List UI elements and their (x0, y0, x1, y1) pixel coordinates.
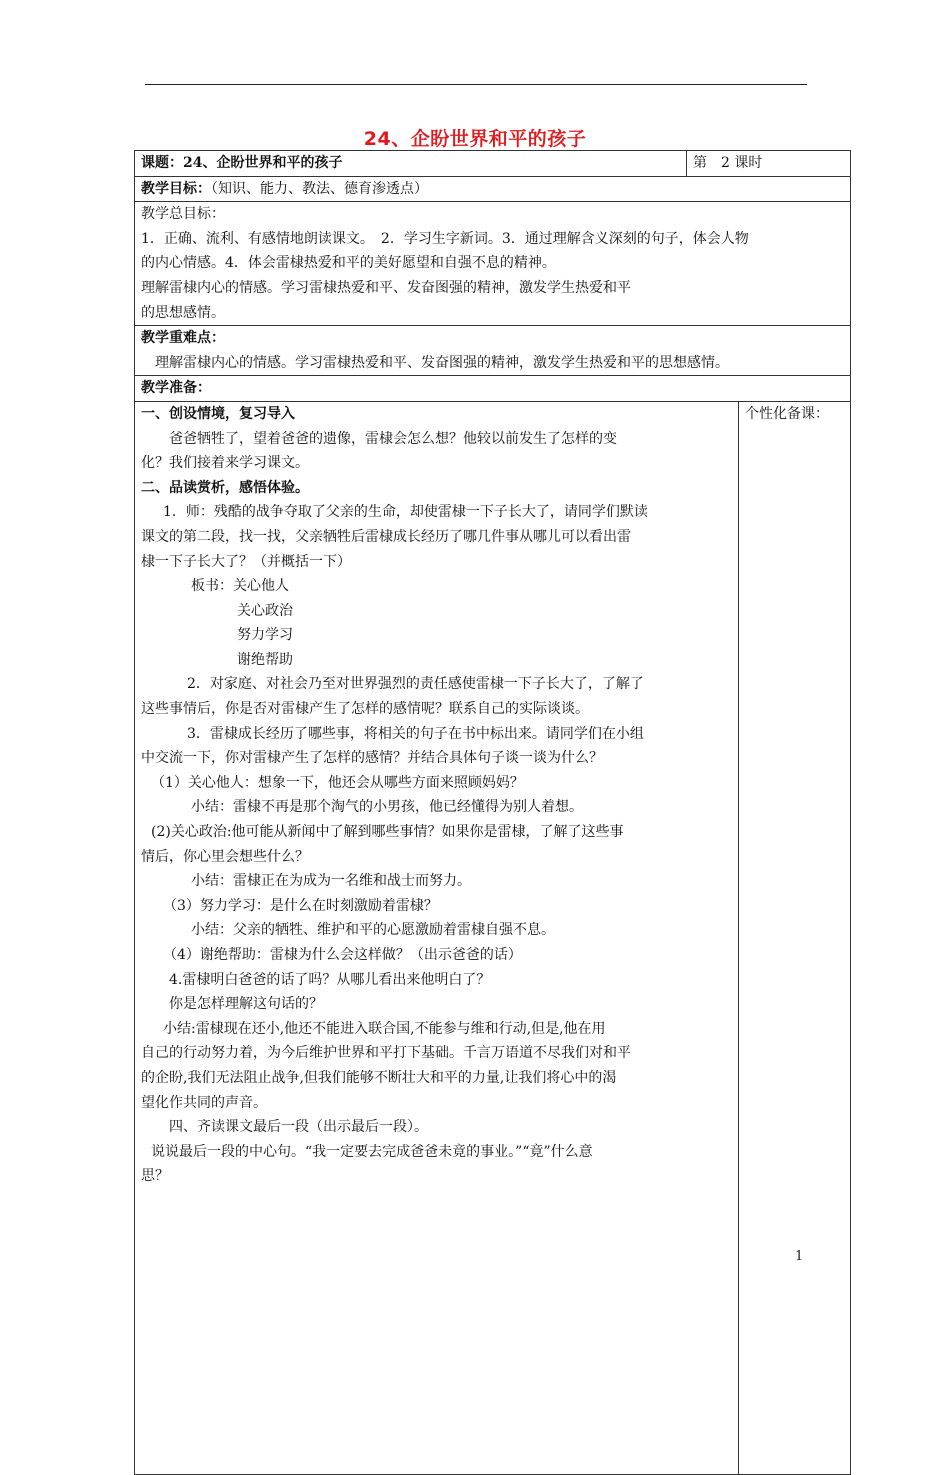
difficulty-cell (135, 326, 851, 376)
goals-header-note: （知识、能力、教法、德育渗透点） (211, 180, 428, 197)
content-line: 课文的第二段，找一找，父亲牺牲后雷棣成长经历了哪几件事从哪儿可以看出雷 (141, 528, 631, 545)
section-1-title: 一、创设情境，复习导入 (141, 405, 295, 422)
lesson-title-cell: 课题：24、企盼世界和平的孩子 (135, 151, 687, 177)
goals-line: 的思想感情。 (141, 304, 225, 321)
summary-line: 小结：父亲的牺牲、维护和平的心愿激励着雷棣自强不息。 (191, 922, 555, 939)
summary-line: 小结：雷棣不再是那个淘气的小男孩，他已经懂得为别人着想。 (191, 799, 583, 816)
board-item: 板书：关心他人 (191, 578, 289, 595)
content-line: 爸爸牺牲了，望着爸爸的遗像，雷棣会怎么想？他较以前发生了怎样的变 (169, 430, 617, 447)
content-line: 思？ (141, 1168, 169, 1185)
goals-header-label: 教学目标： (141, 180, 211, 197)
prep-header-cell: 教学准备： (135, 376, 851, 402)
summary-line: 小结:雷棣现在还小,他还不能进入联合国,不能参与维和行动,但是,他在用 (163, 1020, 606, 1037)
content-line: 望化作共同的声音。 (141, 1094, 267, 1111)
content-line: 情后，你心里会想些什么？ (141, 848, 309, 865)
content-line: 中交流一下，你对雷棣产生了怎样的感情？并结合具体句子谈一谈为什么？ (141, 750, 603, 767)
prep-row (135, 376, 851, 402)
personal-notes-label: 个性化备课： (745, 405, 829, 422)
content-cell (135, 401, 739, 1474)
goals-row (135, 202, 851, 326)
content-line: 3．雷棣成长经历了哪些事，将相关的句子在书中标出来。请同学们在小组 (187, 725, 644, 742)
section-2-title: 二、品读赏析，感悟体验。 (141, 479, 309, 496)
content-line: 2．对家庭、对社会乃至对世界强烈的责任感使雷棣一下子长大了，了解了 (187, 676, 644, 693)
content-line: 说说最后一段的中心句。“我一定要去完成爸爸未竟的事业。”“竟”什么意 (151, 1143, 593, 1160)
lesson-plan-table (134, 150, 851, 1475)
summary-line: 小结：雷棣正在为成为一名维和战士而努力。 (191, 873, 471, 890)
goals-cell (135, 202, 851, 326)
goals-line: 的内心情感。4．体会雷棣热爱和平的美好愿望和自强不息的精神。 (141, 255, 556, 272)
content-line: 化？我们接着来学习课文。 (141, 455, 309, 472)
difficulty-row (135, 326, 851, 376)
goals-line: 教学总目标： (141, 206, 225, 223)
content-line: 的企盼,我们无法阻止战争,但我们能够不断壮大和平的力量,让我们将心中的渴 (141, 1069, 617, 1086)
header-rule (145, 84, 807, 85)
content-line: 你是怎样理解这句话的？ (169, 996, 323, 1013)
page-number: 1 (795, 1249, 804, 1264)
content-line: (2)关心政治:他可能从新闻中了解到哪些事情？如果你是雷棣，了解了这些事 (151, 824, 624, 841)
board-item: 关心政治 (237, 602, 293, 619)
content-line: （3）努力学习：是什么在时刻激励着雷棣？ (163, 897, 438, 914)
section-4-title: 四、齐读课文最后一段（出示最后一段）。 (169, 1119, 428, 1136)
content-row (135, 401, 851, 1474)
board-item: 努力学习 (237, 627, 293, 644)
document-title: 24、企盼世界和平的孩子 (363, 128, 587, 150)
content-line: 棣一下子长大了？（并概括一下） (141, 553, 351, 570)
personal-notes-cell (739, 401, 851, 1474)
content-line: 1．师：残酷的战争夺取了父亲的生命，却使雷棣一下子长大了，请同学们默读 (163, 504, 648, 521)
content-line: 自己的行动努力着，为今后维护世界和平打下基础。千言万语道不尽我们对和平 (141, 1045, 631, 1062)
goals-line: 1．正确、流利、有感情地朗读课文。 2．学习生字新词。3．通过理解含义深刻的句子，体会人物 (141, 230, 749, 247)
goals-line: 理解雷棣内心的情感。学习雷棣热爱和平、发奋图强的精神，激发学生热爱和平 (141, 279, 631, 296)
goals-header-cell (135, 176, 851, 202)
board-item: 谢绝帮助 (237, 651, 293, 668)
content-line: （4）谢绝帮助：雷棣为什么会这样做？（出示爸爸的话） (163, 947, 522, 963)
period-cell: 第 2 课时 (687, 151, 851, 177)
content-line: 4.雷棣明白爸爸的话了吗？从哪儿看出来他明白了？ (169, 971, 491, 988)
lesson-row (135, 151, 851, 177)
difficulty-header: 教学重难点： (141, 330, 225, 347)
content-line: （1）关心他人：想象一下，他还会从哪些方面来照顾妈妈？ (151, 774, 524, 791)
goals-header-row (135, 176, 851, 202)
difficulty-text: 理解雷棣内心的情感。学习雷棣热爱和平、发奋图强的精神，激发学生热爱和平的思想感情。 (155, 354, 729, 371)
content-line: 这些事情后，你是否对雷棣产生了怎样的感情呢？联系自己的实际谈谈。 (141, 701, 589, 718)
